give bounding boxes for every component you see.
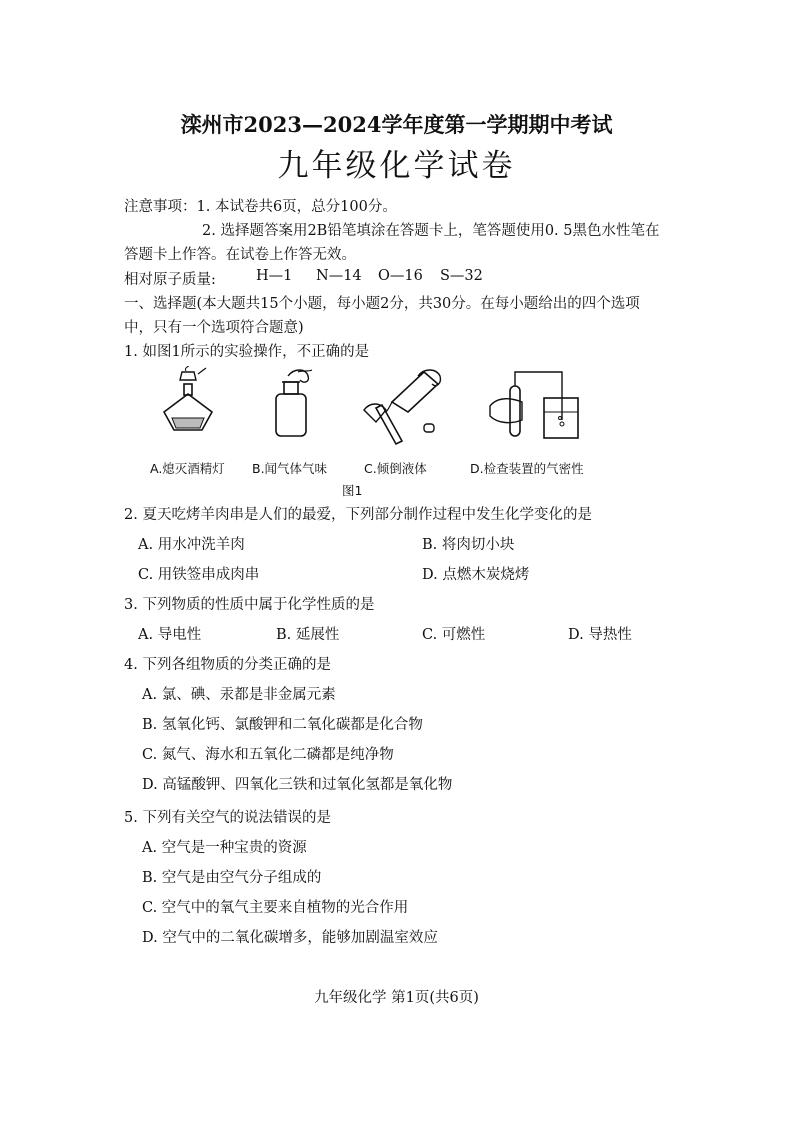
- section-heading-line-2: 中，只有一个选项符合题意): [124, 320, 304, 336]
- atomic-mass-o: O—16: [378, 268, 423, 284]
- atomic-mass-n: N—14: [316, 268, 362, 284]
- question-3-stem: 3. 下列物质的性质中属于化学性质的是: [124, 597, 375, 613]
- exam-subtitle: 九年级化学试卷: [277, 148, 516, 184]
- question-2-option-b: B. 将肉切小块: [422, 537, 515, 553]
- question-5-option-b: B. 空气是由空气分子组成的: [142, 870, 322, 886]
- airtightness-check-illustration: [482, 366, 592, 444]
- question-3-option-d: D. 导热性: [568, 627, 632, 643]
- question-1-stem: 1. 如图1所示的实验操作，不正确的是: [124, 344, 370, 360]
- question-4-option-d: D. 高锰酸钾、四氧化三铁和过氧化氢都是氧化物: [142, 777, 453, 793]
- page-footer: 九年级化学 第1页(共6页): [314, 990, 479, 1006]
- question-3-option-a: A. 导电性: [138, 627, 202, 643]
- question-5-stem: 5. 下列有关空气的说法错误的是: [124, 810, 331, 826]
- question-2-option-d: D. 点燃木炭烧烤: [422, 567, 530, 583]
- question-2-option-a: A. 用水冲洗羊肉: [138, 537, 245, 553]
- section-heading-line-1: 一、选择题(本大题共15个小题，每小题2分，共30分。在每小题给出的四个选项: [124, 296, 640, 312]
- question-5-option-d: D. 空气中的二氧化碳增多，能够加剧温室效应: [142, 930, 438, 946]
- pouring-liquid-illustration: [362, 366, 452, 446]
- question-3-option-b: B. 延展性: [276, 627, 340, 643]
- note-line-2: 2. 选择题答案用2B铅笔填涂在答题卡上，笔答题使用0. 5黑色水性笔在: [202, 223, 660, 239]
- question-3-option-c: C. 可燃性: [422, 627, 486, 643]
- atomic-mass-s: S—32: [440, 268, 483, 284]
- question-2-option-c: C. 用铁签串成肉串: [138, 567, 260, 583]
- atomic-mass-h: H—1: [256, 268, 293, 284]
- question-4-option-a: A. 氯、碘、汞都是非金属元素: [142, 687, 336, 703]
- exam-title: 滦州市2023—2024学年度第一学期期中考试: [180, 112, 613, 137]
- figure-label: 图1: [342, 483, 363, 498]
- question-4-option-b: B. 氢氧化钙、氯酸钾和二氧化碳都是化合物: [142, 717, 423, 733]
- question-4-stem: 4. 下列各组物质的分类正确的是: [124, 657, 331, 673]
- gas-bottle-illustration: [268, 366, 320, 440]
- alcohol-lamp-illustration: [158, 366, 218, 438]
- question-5-option-c: C. 空气中的氧气主要来自植物的光合作用: [142, 900, 409, 916]
- figure-caption-c: C.倾倒液体: [364, 461, 427, 476]
- question-4-option-c: C. 氮气、海水和五氧化二磷都是纯净物: [142, 747, 394, 763]
- figure-caption-d: D.检查装置的气密性: [470, 461, 584, 476]
- figure-1-illustrations: [140, 366, 610, 446]
- question-2-stem: 2. 夏天吃烤羊肉串是人们的最爱，下列部分制作过程中发生化学变化的是: [124, 507, 592, 523]
- atomic-mass-label: 相对原子质量:: [124, 272, 216, 288]
- note-line-1: 注意事项：1. 本试卷共6页，总分100分。: [124, 199, 397, 215]
- question-5-option-a: A. 空气是一种宝贵的资源: [142, 840, 307, 856]
- figure-caption-b: B.闻气体气味: [252, 461, 328, 476]
- figure-caption-a: A.熄灭酒精灯: [150, 461, 225, 476]
- note-line-3: 答题卡上作答。在试卷上作答无效。: [124, 247, 356, 263]
